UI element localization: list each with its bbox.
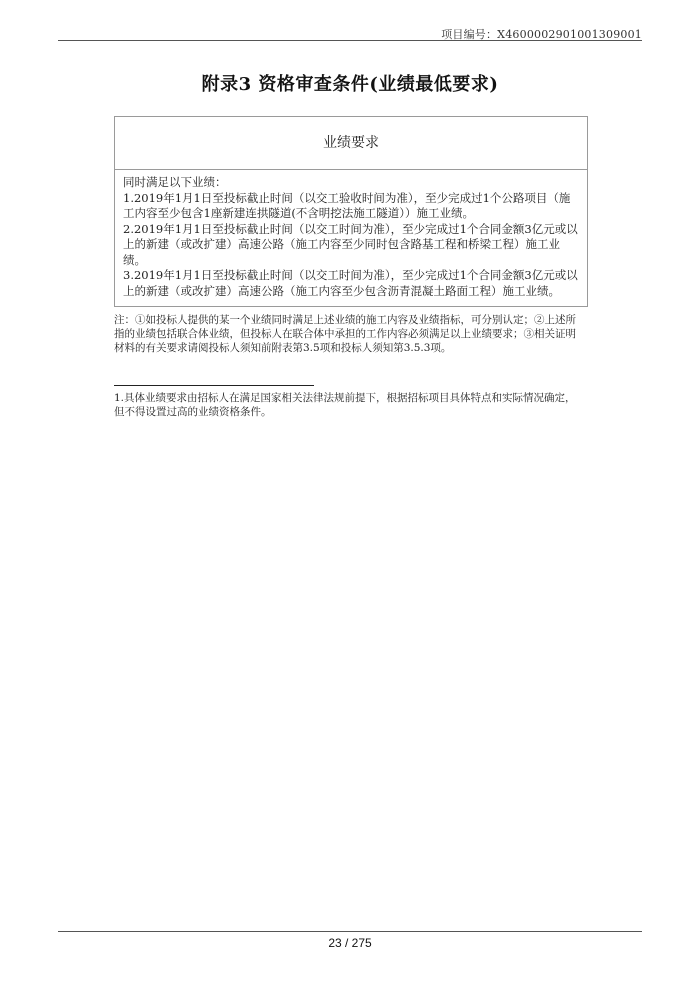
page-number: 23 / 275 <box>328 936 372 950</box>
requirements-table <box>114 116 588 307</box>
requirement-item-3: 3.2019年1月1日至投标截止时间（以交工时间为准），至少完成过1个合同金额3亿元或以上的新建（或改扩建）高速公路（施工内容至少包含沥青混凝土路面工程）施工业绩。 <box>123 268 578 298</box>
page-title: 附录3 资格审查条件(业绩最低要求) <box>201 74 499 95</box>
header-divider <box>58 40 642 41</box>
requirements-table-body <box>115 170 587 306</box>
note-paragraph: 注：①如投标人提供的某一个业绩同时满足上述业绩的施工内容及业绩指标，可分别认定；②上述所指的业绩包括联合体业绩，但投标人在联合体中承担的工作内容必须满足以上业绩要求；③相关证明材料的有关要求请阅投标人须知前附表第3.5项和投标人须知第3.5.3项。 <box>114 314 576 354</box>
requirement-intro: 同时满足以下业绩： <box>123 175 227 189</box>
requirements-table-header: 业绩要求 <box>115 117 587 170</box>
footnote-divider <box>114 385 314 386</box>
requirement-item-2: 2.2019年1月1日至投标截止时间（以交工时间为准），至少完成过1个合同金额3亿元或以上的新建（或改扩建）高速公路（施工内容至少同时包含路基工程和桥梁工程）施工业绩。 <box>123 221 578 267</box>
footer-divider <box>58 931 642 932</box>
project-code: 项目编号：X4600002901001309001 <box>441 28 642 41</box>
footnote-text: 1.具体业绩要求由招标人在满足国家相关法律法规前提下，根据招标项目具体特点和实际情况确定，但不得设置过高的业绩资格条件。 <box>114 392 576 418</box>
requirement-item-1: 1.2019年1月1日至投标截止时间（以交工验收时间为准），至少完成过1个公路项目（施工内容至少包含1座新建连拱隧道(不含明挖法施工隧道））施工业绩。 <box>123 190 571 220</box>
